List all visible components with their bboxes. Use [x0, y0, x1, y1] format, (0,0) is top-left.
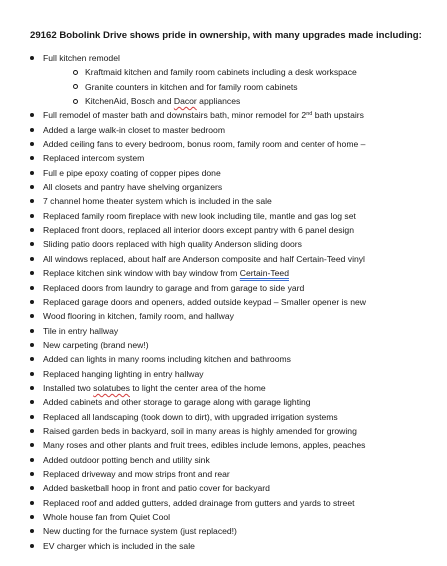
- list-item: [30, 166, 433, 180]
- bullet-icon: [30, 472, 34, 476]
- list-item-text: Replaced hanging lighting in entry hallway: [43, 368, 204, 379]
- upgrades-list-a: [30, 123, 433, 266]
- bullet-icon: [30, 242, 34, 246]
- list-item-text-part: Installed two: [43, 382, 94, 393]
- sub-list-item-text: KitchenAid, Bosch and Dacor appliances: [85, 96, 241, 107]
- list-item: [30, 123, 433, 137]
- list-item-text: Tile in entry hallway: [43, 325, 119, 336]
- list-item: [30, 209, 433, 223]
- list-item-text-part: Replace kitchen sink window with bay window from: [43, 268, 240, 279]
- list-item: [30, 180, 433, 194]
- bullet-icon: [30, 271, 34, 275]
- list-item-text: Whole house fan from Quiet Cool: [43, 512, 171, 522]
- bullet-icon: [30, 501, 34, 505]
- list-item-text: Full e pipe epoxy coating of copper pipes done: [43, 167, 221, 178]
- list-item-text: Added a large walk-in closet to master bedroom: [43, 124, 225, 135]
- bullet-icon: [30, 142, 34, 146]
- list-item-text: Replaced garage doors and openers, added outside keypad – Smaller opener is new: [43, 296, 366, 307]
- bullet-icon: [30, 343, 34, 347]
- bullet-icon: [30, 544, 34, 548]
- bullet-icon: [30, 372, 34, 376]
- ordinal-suffix: nd: [306, 111, 313, 118]
- bullet-icon: [30, 515, 34, 519]
- bullet-icon: [30, 300, 34, 304]
- list-item: [30, 510, 433, 524]
- list-item: [30, 338, 433, 352]
- spelling-flagged-word: solatubes: [93, 382, 130, 393]
- upgrades-list-solatubes: [30, 381, 433, 395]
- bullet-icon: [30, 429, 34, 433]
- sub-list-item-text: Granite counters in kitchen and for family room cabinets: [85, 81, 298, 92]
- list-item-text: Wood flooring in kitchen, family room, and hallway: [43, 311, 234, 322]
- list-item: [30, 309, 433, 323]
- list-item-text: Many roses and other plants and fruit trees, edibles include lemons, apples, peaches: [43, 440, 366, 451]
- bullet-icon: [30, 214, 34, 218]
- list-item: [30, 223, 433, 237]
- upgrades-list-sink: [30, 266, 433, 280]
- list-item: [30, 137, 433, 151]
- bullet-icon: [30, 486, 34, 490]
- bullet-icon: [30, 314, 34, 318]
- list-item-text: 7 channel home theater system which is included in the sale: [43, 196, 272, 207]
- list-item-text: Added can lights in many rooms including kitchen and bathrooms: [43, 354, 291, 365]
- list-item: [30, 237, 433, 251]
- list-item-text: Full kitchen remodel: [43, 53, 120, 63]
- list-item-text: Replaced roof and added gutters, added drainage from gutters and yards to street: [43, 497, 355, 508]
- kitchen-sublist: [43, 65, 433, 108]
- list-item-text-part: to light the center area of the home: [129, 382, 266, 393]
- list-item-text: All windows replaced, about half are Anderson composite and half Certain-Teed vinyl: [43, 253, 365, 264]
- list-item-text: EV charger which is included in the sale: [43, 540, 195, 551]
- list-item: [30, 367, 433, 381]
- sub-list-item: [73, 80, 433, 94]
- sub-list-item: [73, 94, 433, 108]
- circle-bullet-icon: [73, 84, 78, 89]
- bullet-icon: [30, 458, 34, 462]
- list-item: [30, 381, 433, 395]
- list-item: [30, 467, 433, 481]
- list-item: [30, 395, 433, 409]
- list-item: [30, 295, 433, 309]
- bullet-icon: [30, 357, 34, 361]
- circle-bullet-icon: [73, 70, 78, 75]
- bullet-icon: [30, 128, 34, 132]
- upgrades-list-b: [30, 281, 433, 381]
- bullet-icon: [30, 443, 34, 447]
- list-item: [30, 539, 433, 553]
- list-item-text: Added ceiling fans to every bedroom, bonus room, family room and center of home –: [43, 139, 366, 150]
- upgrades-list: [30, 51, 433, 123]
- list-item-text: Raised garden beds in backyard, soil in many areas is highly amended for growing: [43, 425, 357, 436]
- list-item: [30, 281, 433, 295]
- list-item: [30, 352, 433, 366]
- list-item-text: Added basketball hoop in front and patio cover for backyard: [43, 483, 270, 494]
- list-item: [30, 151, 433, 165]
- list-item-text: Replaced driveway and mow strips front and rear: [43, 468, 230, 479]
- grammar-flagged-word: Certain-Teed: [239, 268, 289, 279]
- bullet-icon: [30, 113, 34, 117]
- bullet-icon: [30, 228, 34, 232]
- bullet-icon: [30, 400, 34, 404]
- list-item-text: Added outdoor potting bench and utility sink: [43, 454, 210, 465]
- bullet-icon: [30, 415, 34, 419]
- list-item: [30, 324, 433, 338]
- bullet-icon: [30, 257, 34, 261]
- list-item: [30, 481, 433, 495]
- bullet-icon: [30, 156, 34, 160]
- bullet-icon: [30, 199, 34, 203]
- list-item: [30, 496, 433, 510]
- list-item-text-part: Full remodel of master bath and downstairs bath, minor remodel for 2: [43, 110, 307, 121]
- list-item: [30, 194, 433, 208]
- bullet-icon: [30, 185, 34, 189]
- list-item: [30, 410, 433, 424]
- list-item: [30, 51, 433, 108]
- list-item: [30, 252, 433, 266]
- list-item-text-part: bath upstairs: [312, 110, 364, 121]
- list-item-text: Replaced all landscaping (took down to dirt), with upgraded irrigation systems: [43, 411, 338, 422]
- list-item: [30, 108, 433, 122]
- page-title: 29162 Bobolink Drive shows pride in ownership, with many upgrades made including:: [30, 30, 422, 41]
- list-item: [30, 453, 433, 467]
- sub-list-item: [73, 65, 433, 79]
- list-item: [30, 424, 433, 438]
- list-item-text: Added cabinets and other storage to garage along with garage lighting: [43, 397, 311, 408]
- spelling-flagged-word: Dacor: [173, 96, 197, 107]
- list-item-text: Replaced intercom system: [43, 153, 145, 164]
- bullet-icon: [30, 171, 34, 175]
- list-item-text: New ducting for the furnace system (just replaced!): [43, 526, 237, 537]
- bullet-icon: [30, 286, 34, 290]
- list-item-text: All closets and pantry have shelving organizers: [43, 182, 223, 193]
- list-item: [30, 524, 433, 538]
- bullet-icon: [30, 529, 34, 533]
- list-item-text: Replaced family room fireplace with new look including tile, mantle and gas log set: [43, 210, 356, 221]
- list-item-text: Replaced doors from laundry to garage and from garage to side yard: [43, 282, 305, 293]
- list-item-text: New carpeting (brand new!): [43, 339, 149, 350]
- circle-bullet-icon: [73, 99, 78, 104]
- bullet-icon: [30, 56, 34, 60]
- list-item-text: Replaced front doors, replaced all interior doors except pantry with 6 panel design: [43, 225, 354, 236]
- list-item-text: Sliding patio doors replaced with high quality Anderson sliding doors: [43, 239, 302, 250]
- list-item: [30, 266, 433, 280]
- upgrades-list-c: [30, 395, 433, 553]
- bullet-icon: [30, 386, 34, 390]
- list-item: [30, 438, 433, 452]
- sub-list-item-text: Kraftmaid kitchen and family room cabinets including a desk workspace: [85, 67, 357, 78]
- bullet-icon: [30, 329, 34, 333]
